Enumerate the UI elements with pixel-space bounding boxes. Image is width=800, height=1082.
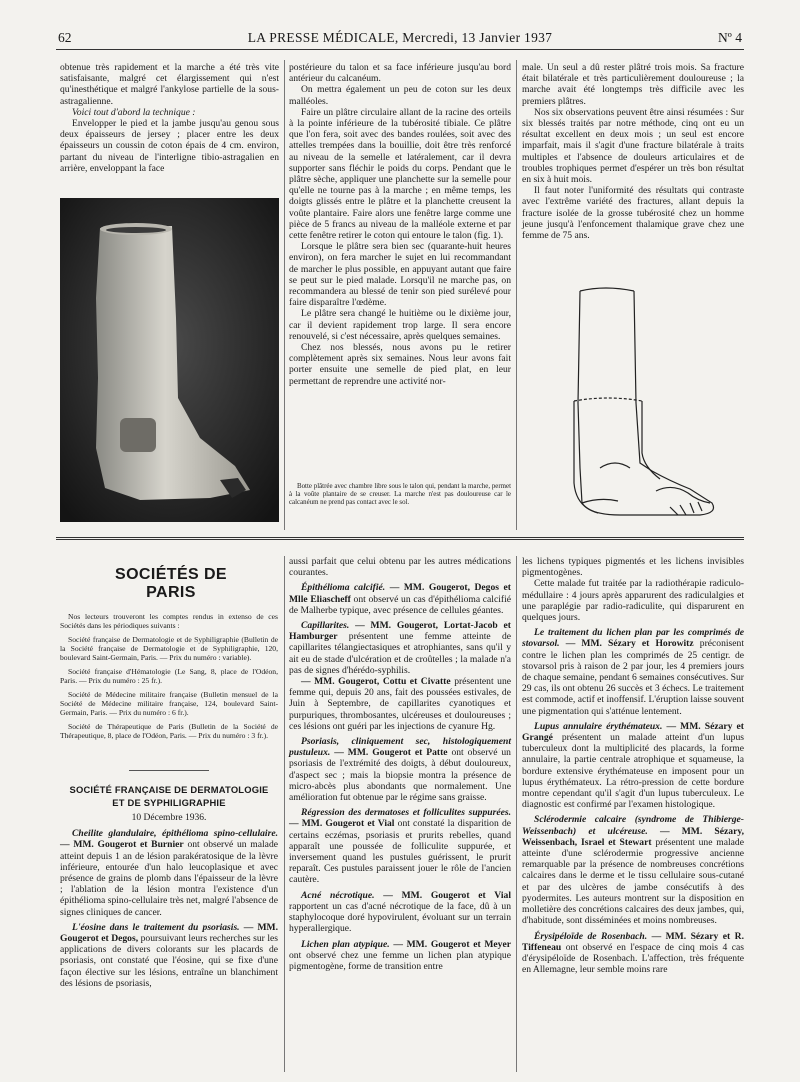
column-2-top xyxy=(289,62,511,387)
paragraph: postérieure du talon et sa face inférieure jusqu'au bord antérieur du calcanéum. xyxy=(289,62,511,85)
abstract: les lichens typiques pigmentés et les lichens invisibles pigmentogènes. xyxy=(522,556,744,579)
column-divider xyxy=(516,60,517,530)
cast-drawing-figure xyxy=(560,283,730,528)
abstract: Érysipéloïde de Rosenbach. — MM. Sézary et R. Tiffeneau ont observé en l'espace de cinq mois 4 cas d'érysipéloïde de Rosenbach. L'affection, très fréquente en Allemagne, leur semble moins rare xyxy=(522,930,744,976)
societe-ref: Société française de Dermatologie et de Syphiligraphie (Bulletin de la Société française de Dermatologie et de Syphiligraphie, 120, boulevard Saint-Germain, Paris. — Prix du numéro : variable). xyxy=(60,635,278,662)
abstract: — MM. Gougerot, Cottu et Civatte présentent une femme qui, depuis 20 ans, fait des poussées estivales, de Juin à Septembre, de capillarites cyanotiques et purpuriques, thrombosantes, ulcéreuses et douloureuses ; ces lésions ont guéri par les injections de cyanure Hg. xyxy=(289,676,511,732)
societe-ref: Société de Médecine militaire française (Bulletin mensuel de la Société de Médecine militaire française, 124, boulevard Saint-Germain, Paris. — Prix du numéro : 6 fr.). xyxy=(60,690,278,717)
column-2-bottom xyxy=(289,556,511,972)
societes-intro: Nos lecteurs trouveront les comptes rendus in extenso de ces Sociétés dans les périodiques suivants : xyxy=(60,612,278,630)
column-divider xyxy=(284,60,285,530)
paragraph: Lorsque le plâtre sera bien sec (quarante-huit heures environ), on fera marcher le sujet en lui recommandant de marcher le plus possible, en appuyant autant que faire se peut sur le pied malade. Lorsqu'il ne marche pas, on recommandera au blessé de tenir son pied surélevé pour faire disparaître l'œdème. xyxy=(289,241,511,309)
column-3-top xyxy=(522,62,744,241)
abstract: Acné nécrotique. — MM. Gougerot et Vial rapportent un cas d'acné nécrotique de la face, dû à un staphylocoque doré hypovirulent, évoluant sur un terrain hyperallergique. xyxy=(289,889,512,935)
column-3-bottom xyxy=(522,556,744,975)
abstract: Sclérodermie calcaire (syndrome de Thibierge-Weissenbach) et ulcéreuse. — MM. Sézary, Weissenbach, Israel et Stewart présentent une malade atteinte d'une sclérodermie progressive ancienne remarquable par la présence de nombreuses concrétions calcaires dans le derme et le tissu cellulaire sous-cutané et par des ulcères de jambe consécutifs à des pyodermites. Les auteurs montrent sur la disposition en molletière des concrétions calcaires des deux jambes, qui, d'habitude, sont disséminées et moins nombreuses. xyxy=(522,814,744,927)
societes-title: SOCIÉTÉS DE PARIS xyxy=(115,566,227,601)
paragraph: Voici tout d'abord la technique : xyxy=(72,106,196,118)
societes-intro-block xyxy=(60,612,278,740)
paragraph: Envelopper le pied et la jambe jusqu'au genou sous deux épaisseurs de jersey ; placer entre les deux épaisseurs un coussin de coton épais de 4 cm. environ, partant du niveau de l'interligne tibio-astragalien en arrière, enveloppant la face xyxy=(60,118,279,174)
abstract: aussi parfait que celui obtenu par les autres médications courantes. xyxy=(289,556,511,579)
divider xyxy=(129,770,209,771)
abstract: Cheilite glandulaire, épithélioma spino-cellulaire. — MM. Gougerot et Burnier ont observé un malade atteint depuis 1 an de lésion parakératosique de la lèvre inférieure, entourée d'un halo leucoplasique et avec présence de grains de plomb dans l'épaisseur de la lèvre ; l'ablation de la lésion montra l'existence d'un épithélioma spino-cellulaire très net, malgré l'absence de signes cliniques de cancer. xyxy=(60,828,278,918)
figure-caption: Botte plâtrée avec chambre libre sous le talon qui, pendant la marche, permet à la voûte plantaire de se creuser. La marche n'est pas douloureuse car le calcanéum ne prend pas contact avec le sol. xyxy=(289,483,511,507)
column-divider xyxy=(284,556,285,1072)
abstract: Capillarites. — MM. Gougerot, Lortat-Jacob et Hamburger présentent une femme atteinte de capillarites télangiectasiques et atrophiantes, sans qu'il y ait eu de stade d'ulcération et de croûtelles ; la malade n'a pas de signes d'hérédo-syphilis. xyxy=(289,620,512,676)
section-title: SOCIÉTÉ FRANÇAISE DE DERMATOLOGIE ET DE SYPHILIGRAPHIE xyxy=(69,784,269,808)
abstract: Psoriasis, cliniquement sec, histologiquement pustuleux. — MM. Gougerot et Patte ont observé un psoriasis de l'extrémité des doigts, à début douloureux, d'aspect sec ; mais la biopsie montra la présence de micro-abcès plus abondants que normalement. Une amélioration fut obtenue par le régime sans graisse. xyxy=(289,736,511,804)
paragraph: Il faut noter l'uniformité des résultats qui contraste avec l'extrême variété des fractures, allant depuis la fracture isolée de la grosse tubérosité chez un homme jeune jusqu'à l'enfoncement thalamique grave chez une femme de 75 ans. xyxy=(522,185,744,242)
foot-cast-image xyxy=(60,198,279,522)
abstract: Cette malade fut traitée par la radiothérapie radiculo-médullaire : 4 jours après apparurent des radiculalgies et une paraplégie par radio-radiculite, qui disparurent en quelques jours. xyxy=(522,578,744,624)
issue-number: Nº 4 xyxy=(717,30,742,45)
page-header xyxy=(58,30,742,50)
societe-ref: Société française d'Hématologie (Le Sang, 8, place de l'Odéon, Paris. — Prix du numéro : 25 fr.). xyxy=(60,667,278,685)
societe-ref: Société de Thérapeutique de Paris (Bulletin de la Société de Thérapeutique, 8, place de l'Odéon, Paris. — Prix du numéro : 3 fr.). xyxy=(60,722,278,740)
paragraph: Le plâtre sera changé le huitième ou le dixième jour, car il devient rapidement trop large. Il sera encore renouvelé, si c'est nécessaire, après quelques semaines. xyxy=(289,308,511,342)
cast-photograph xyxy=(60,198,279,522)
session-date: 10 Décembre 1936. xyxy=(131,813,207,823)
paragraph: male. Un seul a dû rester plâtré trois mois. Sa fracture était bilatérale et très particulièrement douloureuse ; la marche avait été longtemps très difficile avec les premiers plâtres. xyxy=(522,62,744,107)
paragraph: Nos six observations peuvent être ainsi résumées : Sur six blessés traités par notre méthode, cinq ont eu un résultat excellent en deux mois ; un seul est encore imparfait, mais il s'agit d'une fracture bilatérale à traits multiples et l'absence de douleurs articulaires et de troubles trophiques permet d'espérer un très bon résultat en six à huit mois. xyxy=(522,106,744,186)
header-rule xyxy=(56,49,744,50)
abstract: L'éosine dans le traitement du psoriasis. — MM. Gougerot et Degos, poursuivant leurs recherches sur les applications de divers colorants sur les placards de psoriasis, ont constaté que l'éosine, qui se fixe d'une façon élective sur les lésions, entraîne un blanchiment des lésions de psoriasis, xyxy=(60,921,278,989)
paragraph: obtenue très rapidement et la marche a été très vite satisfaisante, malgré cet élargissement qui n'est qu'inesthétique et malgré l'ankylose partielle de la sous-astragalienne. xyxy=(60,62,279,107)
abstract: Le traitement du lichen plan par les comprimés de stovarsol. — MM. Sézary et Horowitz préconisent contre le lichen plan les comprimés de 25 centigr. de stovarsol pris à raison de 2 par jour, les 4 premiers jours de chaque semaine, pendant 6 semaines consécutives. Sur 29 cas, ils ont obtenu 26 succès et 3 échecs. Le traitement est commode, actif et inoffensif. L'éruption laisse souvent une pigmentation qui s'atténue lentement. xyxy=(522,627,744,717)
journal-title: LA PRESSE MÉDICALE, Mercredi, 13 Janvier 1937 xyxy=(247,30,553,45)
page-number: 62 xyxy=(58,30,72,45)
column-1-bottom xyxy=(60,612,278,989)
column-1-top xyxy=(60,62,279,174)
paragraph: Chez nos blessés, nous avons pu le retirer complètement après six semaines. Nous leur avons fait porter ensuite une semelle de pied plat, en leur permettant de reprendre une activité nor- xyxy=(289,342,511,387)
abstract: Régression des dermatoses et folliculites suppurées. — MM. Gougerot et Vial ont constaté la disparition de certains eczémas, psoriasis et prurits rebelles, quand apparaît une poussée de folliculite suppurée, et inversement quand les pustules guérissent, le prurit reparaît. Ces pustules paraissent jouer le rôle de l'ancien cautère. xyxy=(289,807,511,886)
paragraph: On mettra également un peu de coton sur les deux malléoles. xyxy=(289,84,511,107)
column-divider xyxy=(516,556,517,1072)
abstract: Lichen plan atypique. — MM. Gougerot et Meyer ont observé chez une femme un lichen plan atypique pigmentogène, forme de transition entre xyxy=(289,938,511,972)
abstract: Lupus annulaire érythémateux. — MM. Sézary et Grangé présentent un malade atteint d'un lupus tuberculeux dont la multiplicité des placards, la forme annulaire, la partie centrale atrophique et squameuse, la bordure extensive érythémateuse en imposent pour un lupus érythémateux. La rétro-pression de cette bordure montre cependant qu'il s'agit d'un lupus tuberculeux. Le diagnostic est confirmé par l'examen histologique. xyxy=(522,720,745,811)
paragraph: Faire un plâtre circulaire allant de la racine des orteils à la pointe inférieure de la tubérosité tibiale. Ce plâtre que l'on fera, soit avec des bandes roulées, soit avec des attelles trempées dans la bouillie, doit être très renforcé au niveau de la semelle et latéralement, car il devra supporter sans fléchir le poids du corps. Pendant que le plâtre sèche, appliquer une planchette sur la semelle pour qu'elle ne tourne pas à la marche ; en même temps, les doigts glissés entre le plâtre et la planchette creusent la voûte plantaire. Faire alors une fenêtre large comme une pièce de 5 francs au niveau de la malléole externe et par cette fenêtre retirer le coton qui entoure le talon (fig. 1). xyxy=(289,106,511,242)
section-separator xyxy=(56,537,744,540)
abstract: Épithélioma calcifié. — MM. Gougerot, Degos et Mlle Eliascheff ont observé un cas d'épithélioma calcifié de Malherbe typique, avec présence de cellules géantes. xyxy=(289,582,511,616)
